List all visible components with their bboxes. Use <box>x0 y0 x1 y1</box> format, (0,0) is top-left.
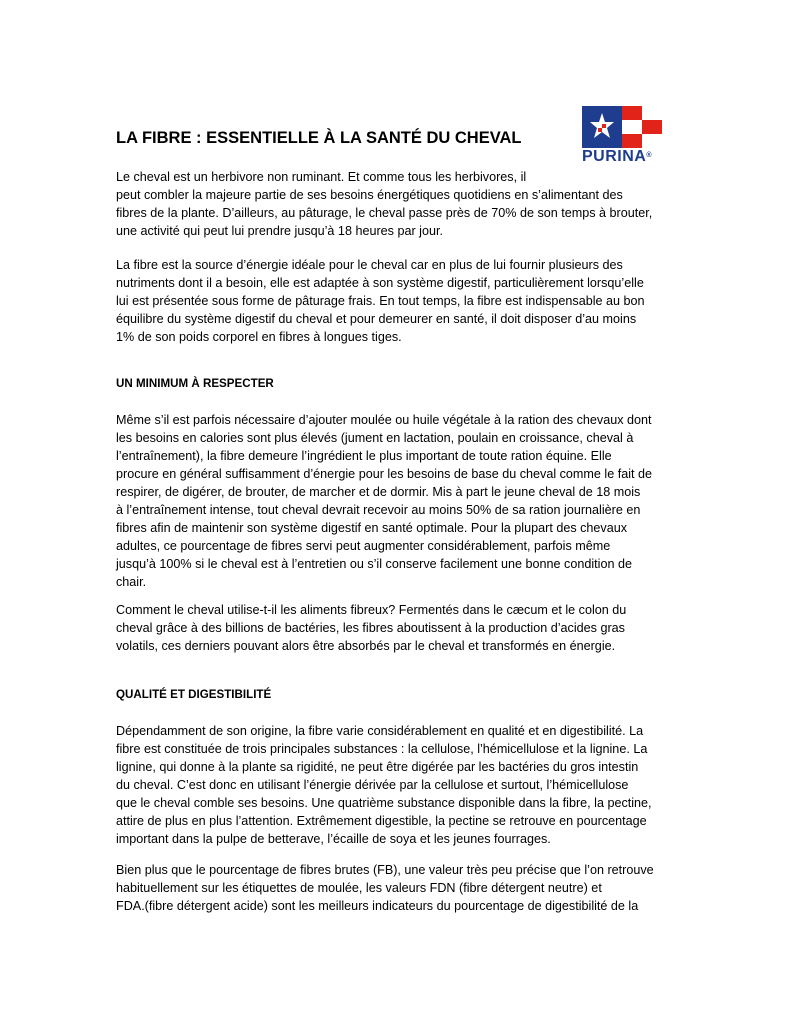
text-line: cheval grâce à des billions de bactéries, les fibres aboutissent à la production d’acides gras <box>116 621 625 635</box>
text-line: nutriments dont il a besoin, elle est adaptée à son système digestif, particulièrement lorsqu’elle <box>116 276 644 290</box>
paragraph-energy-source <box>116 256 676 346</box>
paragraph-fermentation <box>116 601 676 655</box>
text-line: du cheval. C’est donc en utilisant l’énergie dérivée par la cellulose et surtout, l’hémicellulose <box>116 778 629 792</box>
text-line: fibre est constituée de trois principales substances : la cellulose, l’hémicellulose et la lignine. La <box>116 742 648 756</box>
star-icon <box>589 111 615 143</box>
section-heading-minimum: UN MINIMUM À RESPECTER <box>116 377 274 390</box>
text-line: 1% de son poids corporel en fibres à longues tiges. <box>116 330 402 344</box>
text-line: Bien plus que le pourcentage de fibres brutes (FB), une valeur très peu précise que l’on retrouve <box>116 863 654 877</box>
text-line: attire de plus en plus l’attention. Extrêmement digestible, la pectine se retrouve en pourcentage <box>116 814 647 828</box>
paragraph-minimum <box>116 411 676 591</box>
text-line: habituellement sur les étiquettes de moulée, les valeurs FDN (fibre détergent neutre) et <box>116 881 602 895</box>
text-line: Dépendamment de son origine, la fibre varie considérablement en qualité et en digestibilité. La <box>116 724 644 738</box>
page-title: LA FIBRE : ESSENTIELLE À LA SANTÉ DU CHEVAL <box>116 129 522 147</box>
text-line: les besoins en calories sont plus élevés (jument en lactation, poulain en croissance, cheval à <box>116 431 634 445</box>
text-line: adultes, ce pourcentage de fibres servi peut augmenter considérablement, parfois même <box>116 539 611 553</box>
text-line: procure en général suffisamment d’énergie pour les besoins de base du cheval comme le fait de <box>116 467 653 481</box>
text-line: équilibre du système digestif du cheval et pour demeurer en santé, il doit disposer d’au moins <box>116 312 637 326</box>
paragraph-intro <box>116 168 676 240</box>
text-line: peut combler la majeure partie de ses besoins énergétiques quotidiens en s’alimentant des <box>116 188 623 202</box>
text-line: Le cheval est un herbivore non ruminant. Et comme tous les herbivores, il <box>116 170 527 184</box>
text-line: jusqu’à 100% si le cheval est à l’entretien ou s’il conserve facilement une bonne condition de <box>116 557 632 571</box>
text-line: volatils, ces derniers pouvant alors être absorbés par le cheval et transformés en énergie. <box>116 639 616 653</box>
text-line: lignine, qui donne à la plante sa rigidité, ne peut être digérée par les bactéries du gros intestin <box>116 760 639 774</box>
text-line: FDA.(fibre détergent acide) sont les meilleurs indicateurs du pourcentage de digestibilité de la <box>116 899 639 913</box>
text-line: Même s’il est parfois nécessaire d’ajouter moulée ou huile végétale à la ration des chevaux dont <box>116 413 652 427</box>
text-line: une activité qui peut lui prendre jusqu’à 18 heures par jour. <box>116 224 443 238</box>
logo-wordmark: PURINA® <box>582 148 653 165</box>
text-line: Comment le cheval utilise-t-il les aliments fibreux? Fermentés dans le cæcum et le colon du <box>116 603 627 617</box>
text-line: que le cheval comble ses besoins. Une quatrième substance disponible dans la fibre, la pectine, <box>116 796 652 810</box>
paragraph-fdn-fda <box>116 861 676 915</box>
section-heading-quality: QUALITÉ ET DIGESTIBILITÉ <box>116 688 272 701</box>
text-line: lui est présentée sous forme de pâturage frais. En tout temps, la fibre est indispensable au bon <box>116 294 645 308</box>
text-line: respirer, de digérer, de brouter, de marcher et de dormir. Mis à part le jeune cheval de 18 mois <box>116 485 641 499</box>
text-line: fibres de la plante. D’ailleurs, au pâturage, le cheval passe près de 70% de son temps à brouter, <box>116 206 653 220</box>
text-line: l’entraînement), la fibre demeure l’ingrédient le plus important de toute ration équine. Elle <box>116 449 612 463</box>
purina-logo <box>582 106 664 166</box>
text-line: important dans la pulpe de betterave, l’écaille de soya et les jeunes fourrages. <box>116 832 551 846</box>
text-line: à l’entraînement intense, tout cheval devrait recevoir au moins 50% de sa ration journalière en <box>116 503 641 517</box>
text-line: chair. <box>116 575 147 589</box>
text-line: La fibre est la source d’énergie idéale pour le cheval car en plus de lui fournir plusieurs des <box>116 258 623 272</box>
paragraph-quality <box>116 722 676 848</box>
text-line: fibres afin de maintenir son système digestif en santé optimale. Pour la plupart des chevaux <box>116 521 628 535</box>
